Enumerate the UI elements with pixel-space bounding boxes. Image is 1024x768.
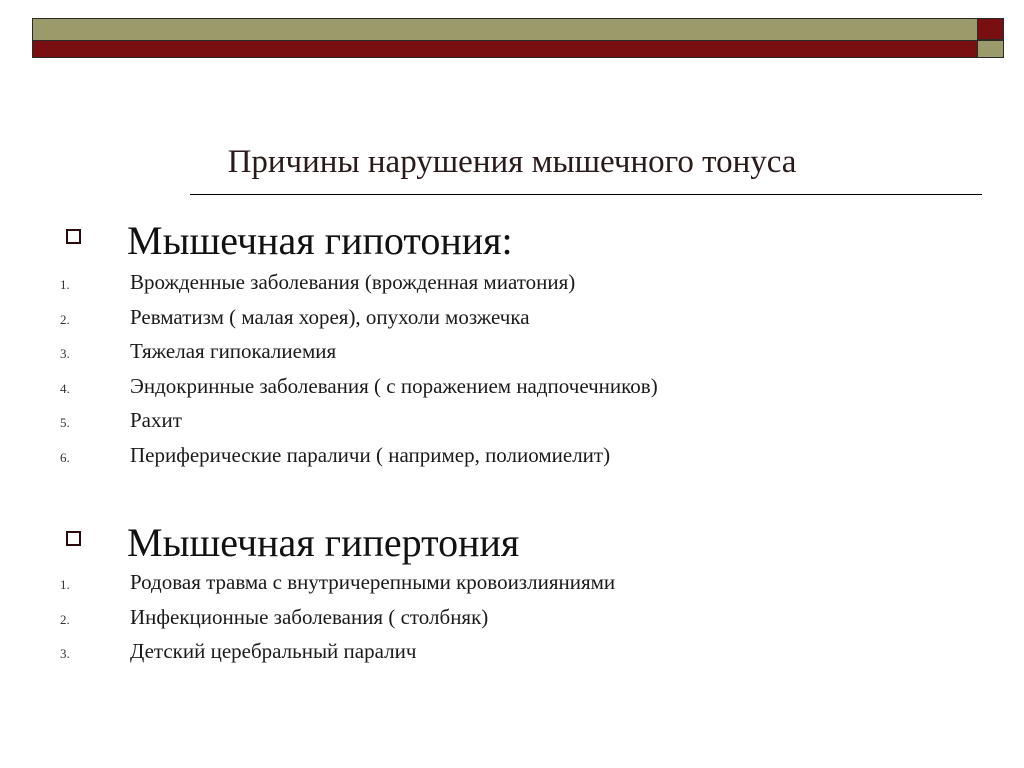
item-text: Ревматизм ( малая хорея), опухоли мозжечка bbox=[130, 304, 530, 329]
section-heading-hypertonia bbox=[66, 516, 519, 568]
title-divider bbox=[190, 194, 982, 195]
decorative-band-bottom bbox=[32, 40, 978, 58]
list-item bbox=[60, 339, 658, 374]
item-number: 1. bbox=[60, 577, 70, 592]
list-item bbox=[60, 374, 658, 409]
item-text: Родовая травма с внутричерепными кровоизлияниями bbox=[130, 570, 616, 594]
item-number: 1. bbox=[60, 277, 70, 292]
item-number: 2. bbox=[60, 611, 70, 627]
list-item bbox=[60, 605, 615, 640]
item-text: Рахит bbox=[130, 408, 182, 432]
item-number: 4. bbox=[60, 380, 70, 396]
list-item bbox=[60, 570, 615, 605]
square-bullet-icon bbox=[66, 531, 81, 546]
item-number: 6. bbox=[60, 449, 70, 465]
list-item bbox=[60, 408, 658, 443]
slide-title: Причины нарушения мышечного тонуса bbox=[227, 144, 797, 180]
item-text: Тяжелая гипокалиемия bbox=[130, 339, 337, 363]
hypotonia-causes-list bbox=[60, 270, 658, 477]
hypertonia-causes-list bbox=[60, 570, 615, 674]
list-item bbox=[60, 305, 658, 340]
item-number: 5. bbox=[60, 415, 70, 430]
section-heading-text: Мышечная гипертония bbox=[127, 519, 520, 565]
item-number: 3. bbox=[60, 646, 70, 661]
item-text: Инфекционные заболевания ( столбняк) bbox=[130, 604, 489, 629]
list-item bbox=[60, 270, 658, 305]
item-number: 3. bbox=[60, 346, 70, 361]
decorative-square-top bbox=[978, 18, 1004, 40]
list-item bbox=[60, 443, 658, 478]
item-number: 2. bbox=[60, 311, 70, 327]
section-heading-hypotonia bbox=[66, 214, 513, 266]
item-text: Периферические параличи ( например, полиомиелит) bbox=[130, 442, 611, 467]
square-bullet-icon bbox=[66, 229, 81, 244]
item-text: Врожденные заболевания (врожденная миатония) bbox=[130, 270, 576, 294]
decorative-square-bottom bbox=[978, 40, 1004, 58]
item-text: Детский церебральный паралич bbox=[130, 639, 417, 663]
decorative-band-top bbox=[32, 18, 978, 40]
list-item bbox=[60, 639, 615, 674]
item-text: Эндокринные заболевания ( с поражением надпочечников) bbox=[130, 373, 658, 398]
section-heading-text: Мышечная гипотония: bbox=[127, 217, 513, 263]
